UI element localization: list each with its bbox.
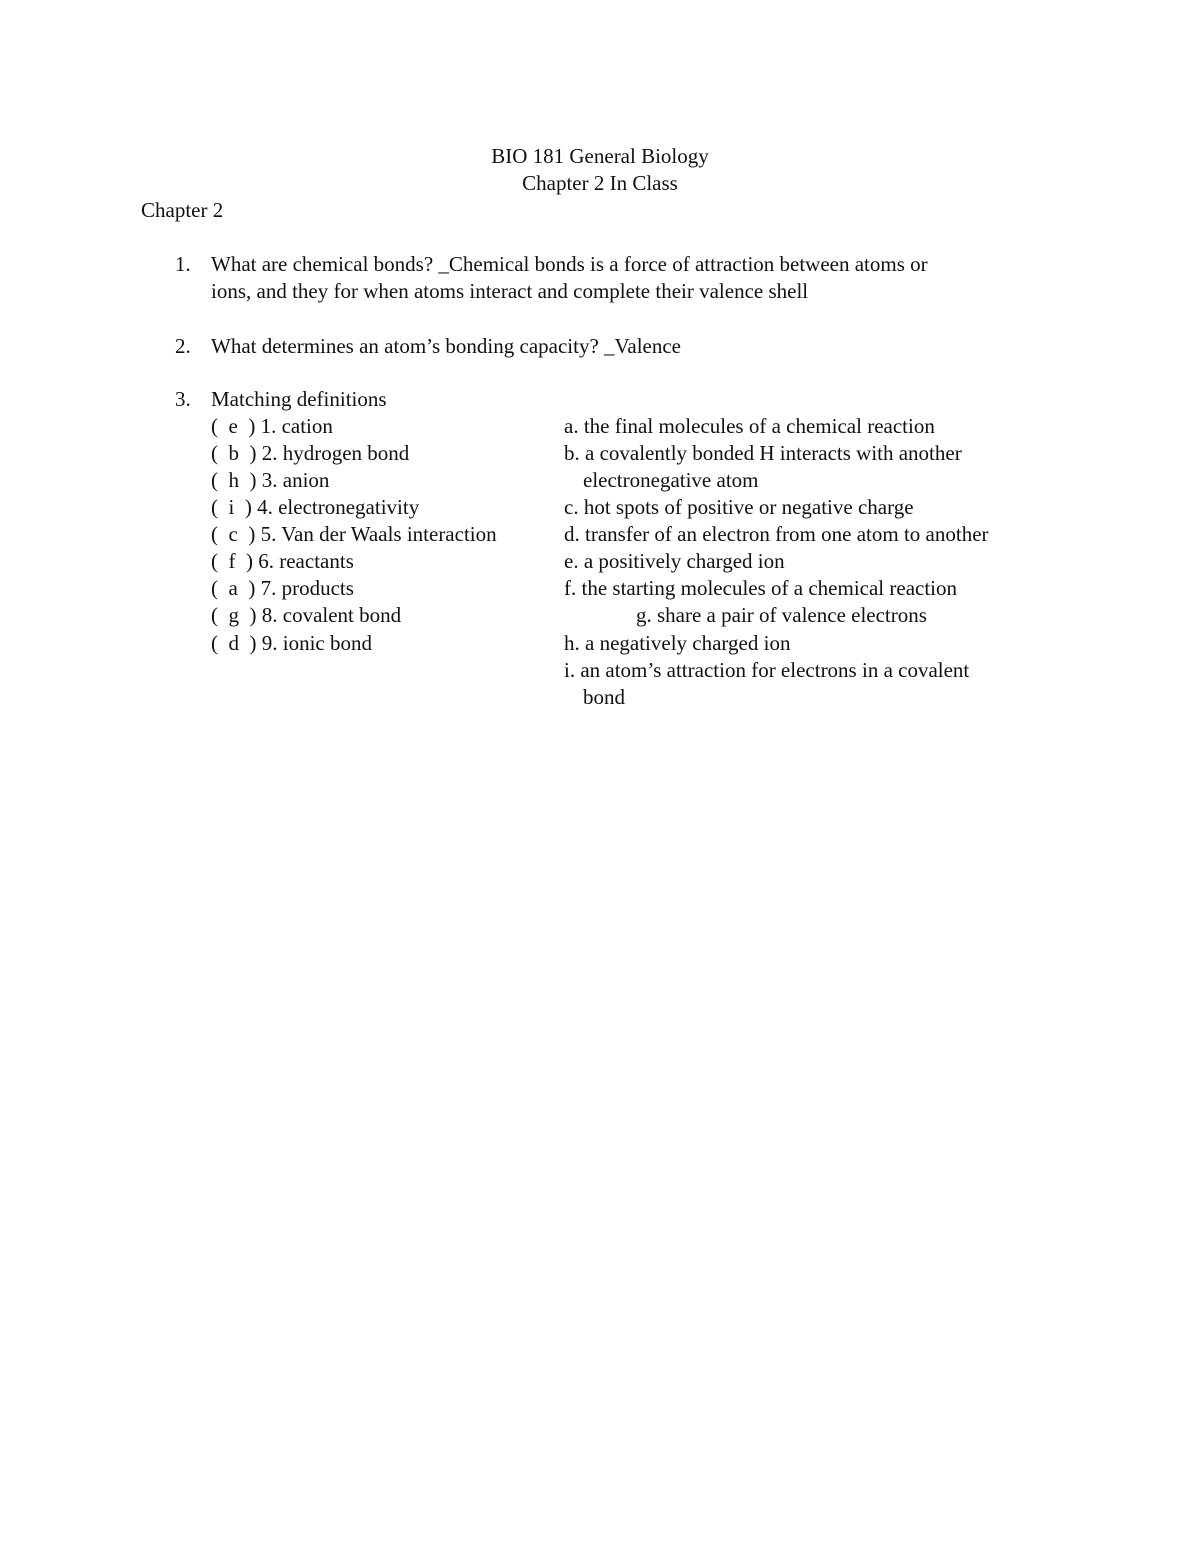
term-label: ) 3. anion	[249, 468, 330, 492]
term-answer: h	[228, 468, 239, 492]
term-label: ) 1. cation	[248, 414, 333, 438]
section-heading: Chapter 2	[141, 198, 224, 222]
definition-item: h. a negatively charged ion	[564, 631, 791, 655]
document-subtitle: Chapter 2 In Class	[522, 171, 678, 195]
document-title: BIO 181 General Biology	[491, 144, 709, 168]
term-answer: d	[228, 631, 239, 655]
definition-item: g. share a pair of valence electrons	[636, 603, 927, 627]
definition-item: b. a covalently bonded H interacts with another	[564, 441, 962, 465]
matching-term: ( c ) 5. Van der Waals interaction	[211, 522, 497, 546]
definition-item: e. a positively charged ion	[564, 549, 785, 573]
definition-item: d. transfer of an electron from one atom to another	[564, 522, 989, 546]
definition-item: f. the starting molecules of a chemical reaction	[564, 576, 958, 600]
term-label: ) 2. hydrogen bond	[249, 441, 410, 465]
definition-item: bond	[583, 685, 625, 709]
matching-term: ( h ) 3. anion	[211, 468, 330, 492]
term-label: ) 7. products	[248, 576, 354, 600]
definition-item: i. an atom’s attraction for electrons in a covalent	[564, 658, 970, 682]
term-answer: b	[228, 441, 239, 465]
matching-term: ( f ) 6. reactants	[211, 549, 354, 573]
question-number: 2.	[175, 334, 191, 358]
question-text: Matching definitions	[211, 387, 387, 411]
term-label: ) 8. covalent bond	[249, 603, 402, 627]
term-answer: g	[228, 603, 239, 627]
term-label: ) 9. ionic bond	[249, 631, 372, 655]
question-text: ions, and they for when atoms interact and complete their valence shell	[211, 279, 809, 303]
matching-term: ( g ) 8. covalent bond	[211, 603, 402, 627]
matching-term: ( i ) 4. electronegativity	[211, 495, 420, 519]
term-answer: a	[228, 576, 238, 600]
term-answer: f	[228, 549, 236, 573]
definition-item: electronegative atom	[583, 468, 759, 492]
definition-item: a. the final molecules of a chemical reaction	[564, 414, 935, 438]
term-answer: c	[228, 522, 238, 546]
term-label: ) 5. Van der Waals interaction	[248, 522, 497, 546]
term-answer: e	[228, 414, 238, 438]
matching-term: ( b ) 2. hydrogen bond	[211, 441, 410, 465]
question-text: What are chemical bonds? _Chemical bonds is a force of attraction between atoms or	[211, 252, 928, 276]
question-number: 3.	[175, 387, 191, 411]
matching-term: ( a ) 7. products	[211, 576, 354, 600]
question-number: 1.	[175, 252, 191, 276]
matching-term: ( e ) 1. cation	[211, 414, 333, 438]
term-answer: i	[228, 495, 235, 519]
matching-term: ( d ) 9. ionic bond	[211, 631, 372, 655]
definition-item: c. hot spots of positive or negative charge	[564, 495, 914, 519]
term-label: ) 6. reactants	[246, 549, 354, 573]
term-label: ) 4. electronegativity	[244, 495, 420, 519]
question-text: What determines an atom’s bonding capacity? _Valence	[211, 334, 681, 358]
